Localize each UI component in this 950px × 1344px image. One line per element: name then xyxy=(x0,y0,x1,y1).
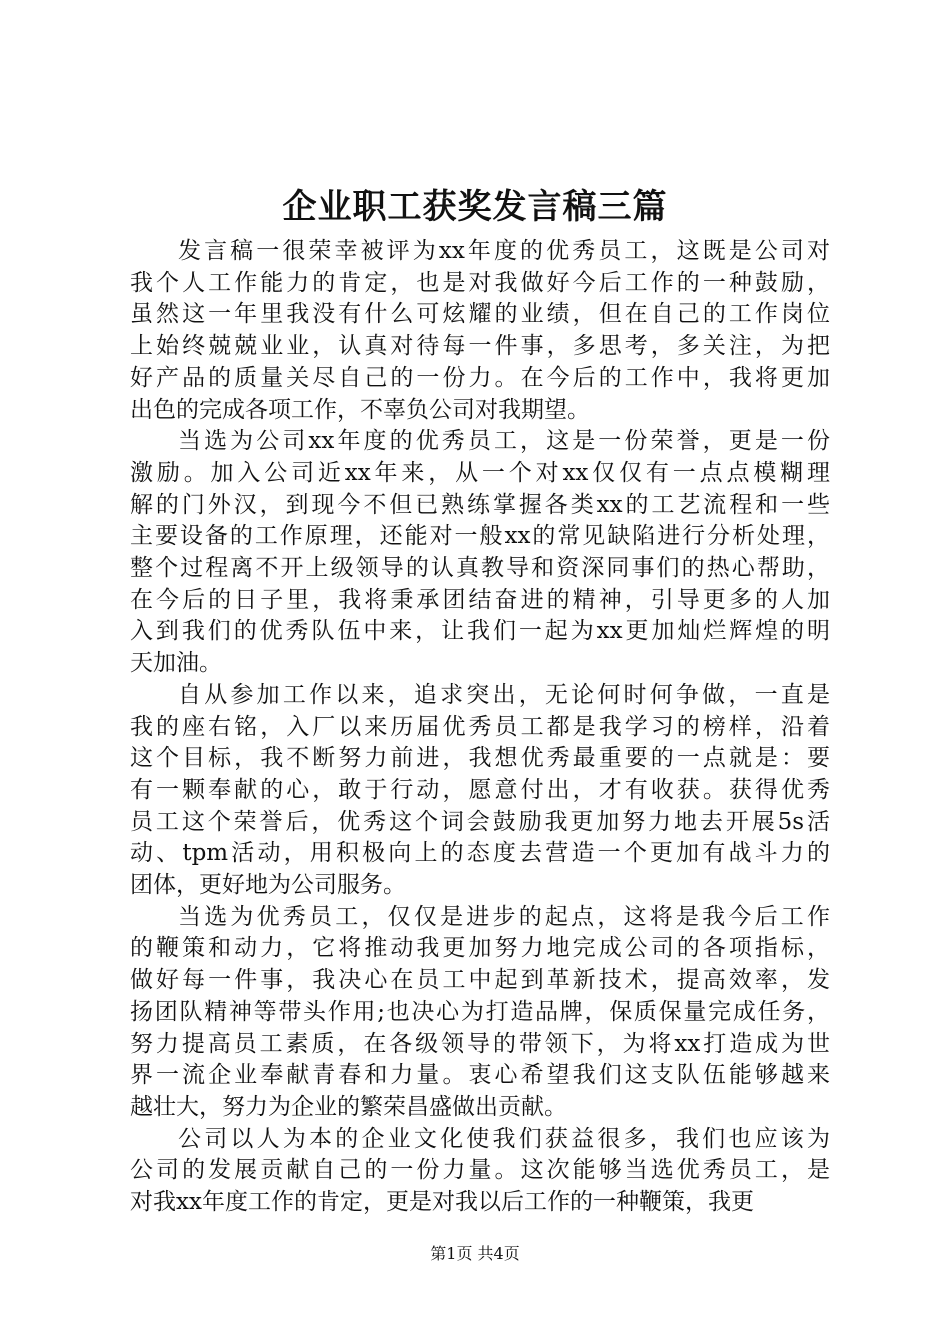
text-line: 公司的发展贡献自己的一份力量。这次能够当选优秀员工，是 xyxy=(130,1157,830,1184)
text-line: 公司以人为本的企业文化使我们获益很多，我们也应该为 xyxy=(178,1125,830,1152)
text-line: 整个过程离不开上级领导的认真教导和资深同事们的热心帮助， xyxy=(130,555,830,582)
paragraph xyxy=(130,902,830,1124)
document-body xyxy=(130,236,830,1219)
text-line: 的鞭策和动力，它将推动我更加努力地完成公司的各项指标， xyxy=(130,935,830,962)
text-line: 当选为公司xx年度的优秀员工，这是一份荣誉，更是一份 xyxy=(178,428,830,455)
text-line: 解的门外汉，到现今不但已熟练掌握各类xx的工艺流程和一些 xyxy=(130,491,830,518)
paragraph xyxy=(130,236,830,426)
text-line: 天加油。 xyxy=(130,650,222,677)
text-line: 自从参加工作以来，追求突出，无论何时何争做，一直是 xyxy=(178,681,830,708)
text-line: 有一颗奉献的心，敢于行动，愿意付出，才有收获。获得优秀 xyxy=(130,776,830,803)
text-line: 当选为优秀员工，仅仅是进步的起点，这将是我今后工作 xyxy=(178,903,830,930)
text-line: 出色的完成各项工作，不辜负公司对我期望。 xyxy=(130,396,590,423)
text-line: 界一流企业奉献青春和力量。衷心希望我们这支队伍能够越来 xyxy=(130,1062,830,1089)
text-line: 做好每一件事，我决心在员工中起到革新技术，提高效率，发 xyxy=(130,967,830,994)
text-line: 越壮大，努力为企业的繁荣昌盛做出贡献。 xyxy=(130,1093,567,1120)
text-line: 扬团队精神等带头作用;也决心为打造品牌，保质保量完成任务， xyxy=(130,998,830,1025)
text-line: 入到我们的优秀队伍中来，让我们一起为xx更加灿烂辉煌的明 xyxy=(130,618,830,645)
text-line: 对我xx年度工作的肯定，更是对我以后工作的一种鞭策，我更 xyxy=(130,1189,754,1216)
page-title: 企业职工获奖发言稿三篇 xyxy=(282,187,668,227)
text-line: 主要设备的工作原理，还能对一般xx的常见缺陷进行分析处理， xyxy=(130,523,830,550)
text-line: 我的座右铭，入厂以来历届优秀员工都是我学习的榜样，沿着 xyxy=(130,713,830,740)
text-line: 在今后的日子里，我将秉承团结奋进的精神，引导更多的人加 xyxy=(130,586,830,613)
text-line: 好产品的质量关尽自己的一份力。在今后的工作中，我将更加 xyxy=(130,364,830,391)
text-line: 我个人工作能力的肯定，也是对我做好今后工作的一种鼓励， xyxy=(130,269,830,296)
text-line: 发言稿一很荣幸被评为xx年度的优秀员工，这既是公司对 xyxy=(178,238,830,264)
text-line: 这个目标，我不断努力前进，我想优秀最重要的一点就是：要 xyxy=(130,745,830,772)
text-line: 员工这个荣誉后，优秀这个词会鼓励我更加努力地去开展5s活 xyxy=(130,808,830,835)
paragraph xyxy=(130,680,830,902)
text-line: 上始终兢兢业业，认真对待每一件事，多思考，多关注，为把 xyxy=(130,333,830,360)
text-line: 虽然这一年里我没有什么可炫耀的业绩，但在自己的工作岗位 xyxy=(130,301,830,328)
paragraph xyxy=(130,1124,830,1219)
page-footer: 第1页 共4页 xyxy=(430,1244,520,1263)
text-line: 激励。加入公司近xx年来，从一个对xx仅仅有一点点模糊理 xyxy=(130,459,830,486)
text-line: 努力提高员工素质，在各级领导的带领下，为将xx打造成为世 xyxy=(130,1030,830,1057)
text-line: 动、tpm活动，用积极向上的态度去营造一个更加有战斗力的 xyxy=(130,840,830,867)
text-line: 团体，更好地为公司服务。 xyxy=(130,872,406,899)
paragraph xyxy=(130,426,830,680)
